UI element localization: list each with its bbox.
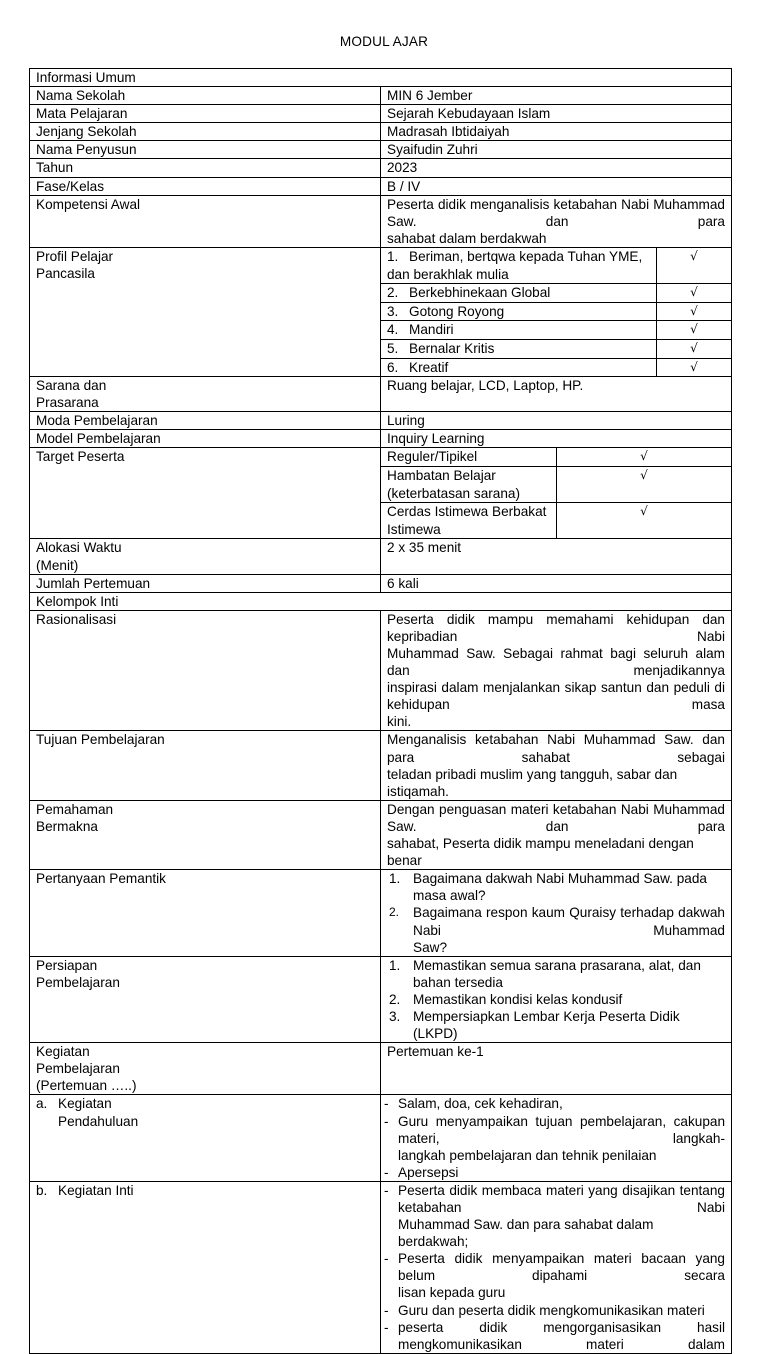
row-sarana [30,377,732,412]
kompetensi-line: Peserta didik menganalisis ketabahan Nabi Muhammad Saw. dan para [387,196,725,229]
list-item: 1. Bagaimana dakwah Nabi Muhammad Saw. pada masa awal? [389,871,707,904]
list-item: - Guru dan peserta didik mengkomunikasikan materi [384,1302,705,1318]
label-persiapan: Persiapan Pembelajaran [30,956,381,1042]
label-target: Target Peserta [30,448,381,539]
row-pertanyaan [30,870,732,956]
label-alokasi: Alokasi Waktu (Menit) [30,539,381,574]
profil-item-text: 1. Beriman, bertqwa kepada Tuhan YME, dan berakhlak mulia [381,248,657,284]
check-mark-icon: √ [557,467,732,503]
row-mata-pelajaran [30,105,732,123]
value-inti [381,1181,732,1353]
list-item: 1. Memastikan semua sarana prasarana, alat, dan bahan tersedia [389,957,701,990]
label-penyusun: Nama Penyusun [30,141,381,159]
value-fase: B / IV [381,177,732,195]
row-inti [30,1181,732,1353]
label-sarana: Sarana dan Prasarana [30,377,381,412]
label-pertemuan: Jumlah Pertemuan [30,574,381,592]
profil-item-text: 6. Kreatif [387,359,449,375]
profil-item-text: 3. Gotong Royong [381,302,657,321]
label-rasionalisasi: Rasionalisasi [30,610,381,731]
value-rasionalisasi: Peserta didik mampu memahami kehidupan dan kepribadian Nabi Muhammad Saw. Sebagai rahmat bagi seluruh alam dan menjadikannya inspirasi dalam menjalankan sikap santun dan peduli di kehidupan masa kini. [381,610,732,731]
check-mark-icon: √ [657,248,732,284]
profil-list [381,248,731,376]
label-pendahuluan: a. Kegiatan Pendahuluan [30,1095,381,1181]
target-item-text: Cerdas Istimewa Berbakat Istimewa [387,504,547,537]
profil-list-cell [381,247,732,376]
value-pemahaman: Dengan penguasan materi ketabahan Nabi Muhammad Saw. dan para sahabat, Peserta didik mampu meneladani dengan benar [381,800,732,869]
value-moda: Luring [381,412,732,430]
label-nama-sekolah: Nama Sekolah [30,87,381,105]
row-nama-sekolah [30,87,732,105]
target-list-cell [381,448,732,539]
label-kegiatan: Kegiatan Pembelajaran (Pertemuan …..) [30,1043,381,1095]
list-item: 2. Bagaimana respon kaum Quraisy terhadap dakwah Nabi Muhammad Saw? [389,905,725,955]
value-persiapan [381,956,732,1042]
label-pemahaman: Pemahaman Bermakna [30,800,381,869]
page-title: MODUL AJAR [339,34,429,49]
section-header-kelompok-inti [30,592,732,610]
profil-item-text: 5. Bernalar Kritis [381,339,657,358]
list-item: - Apersepsi [384,1164,459,1180]
profil-item-text: 2. Berkebhinekaan Global [381,284,657,303]
value-pertemuan: 6 kali [381,574,732,592]
list-item: - Peserta didik menyampaikan materi bacaan yang belum dipahami secara lisan kepada guru [384,1251,725,1301]
list-item: 2. Memastikan kondisi kelas kondusif [389,991,623,1007]
value-alokasi: 2 x 35 menit [381,539,732,574]
label-tujuan: Tujuan Pembelajaran [30,731,381,800]
list-item: - Salam, doa, cek kehadiran, [384,1096,563,1112]
list-item: 3. Mempersiapkan Lembar Kerja Peserta Didik (LKPD) [389,1008,680,1042]
value-pendahuluan [381,1095,732,1181]
list-item: - Peserta didik membaca materi yang disajikan tentang ketabahan Nabi Muhammad Saw. dan para sahabat dalam berdakwah; [384,1182,725,1250]
row-pemahaman [30,800,732,869]
value-tahun: 2023 [381,159,732,177]
value-nama-sekolah: MIN 6 Jember [381,87,732,105]
value-pertanyaan [381,870,732,956]
check-mark-icon: √ [557,448,732,466]
kelompok-inti-label: Kelompok Inti [30,592,732,610]
label-pertanyaan: Pertanyaan Pemantik [30,870,381,956]
row-tahun [30,159,732,177]
row-tujuan [30,731,732,800]
row-rasionalisasi [30,610,732,731]
target-item [381,503,731,539]
row-target [30,448,732,539]
label-moda: Moda Pembelajaran [30,412,381,430]
check-mark-icon: √ [657,302,732,321]
row-fase [30,177,732,195]
row-kegiatan [30,1043,732,1095]
label-fase: Fase/Kelas [30,177,381,195]
check-mark-icon: √ [657,284,732,303]
check-mark-icon: √ [557,503,732,539]
value-model: Inquiry Learning [381,430,732,448]
check-mark-icon: √ [657,358,732,376]
row-pertemuan [30,574,732,592]
target-item [381,467,731,503]
label-inti: b. Kegiatan Inti [30,1181,381,1353]
label-kompetensi: Kompetensi Awal [30,195,381,247]
check-mark-icon: √ [657,339,732,358]
label-model: Model Pembelajaran [30,430,381,448]
section-header-info-umum [30,69,732,87]
row-pendahuluan [30,1095,732,1181]
modul-table [29,68,732,1354]
profil-item-text: 4. Mandiri [381,321,657,340]
profil-item [381,321,731,340]
target-item-text: Hambatan Belajar (keterbatasan sarana) [381,467,557,503]
row-moda [30,412,732,430]
row-profil [30,247,732,376]
target-item [381,448,731,466]
label-tahun: Tahun [30,159,381,177]
value-kompetensi [381,195,732,247]
value-sarana: Ruang belajar, LCD, Laptop, HP. [381,377,732,412]
profil-item [381,302,731,321]
label-jenjang: Jenjang Sekolah [30,123,381,141]
value-tujuan: Menganalisis ketabahan Nabi Muhammad Saw. dan para sahabat sebagai teladan pribadi muslim yang tangguh, sabar dan istiqamah. [381,731,732,800]
kompetensi-line: sahabat dalam berdakwah [387,230,547,246]
check-mark-icon: √ [657,321,732,340]
value-penyusun: Syaifudin Zuhri [381,141,732,159]
row-persiapan [30,956,732,1042]
value-kegiatan: Pertemuan ke-1 [381,1043,732,1095]
label-profil-line: Pancasila [36,266,95,282]
row-jenjang [30,123,732,141]
target-item-text: Reguler/Tipikel [381,448,557,466]
label-mata-pelajaran: Mata Pelajaran [30,105,381,123]
profil-item [381,339,731,358]
label-profil-line: Profil Pelajar [36,248,114,264]
value-jenjang: Madrasah Ibtidaiyah [381,123,732,141]
list-item: - Guru menyampaikan tujuan pembelajaran, cakupan materi, langkah- langkah pembelajaran dan tehnik penilaian [384,1113,725,1163]
value-mata-pelajaran: Sejarah Kebudayaan Islam [381,105,732,123]
label-profil [30,247,381,376]
row-kompetensi [30,195,732,247]
profil-item [381,248,731,284]
row-model [30,430,732,448]
target-list [381,448,731,538]
info-umum-label: Informasi Umum [30,69,732,87]
profil-item [381,358,731,376]
row-penyusun [30,141,732,159]
list-item: - peserta didik mengorganisasikan hasil mengkomunikasikan materi dalam [384,1319,725,1352]
profil-item [381,284,731,303]
row-alokasi [30,539,732,574]
